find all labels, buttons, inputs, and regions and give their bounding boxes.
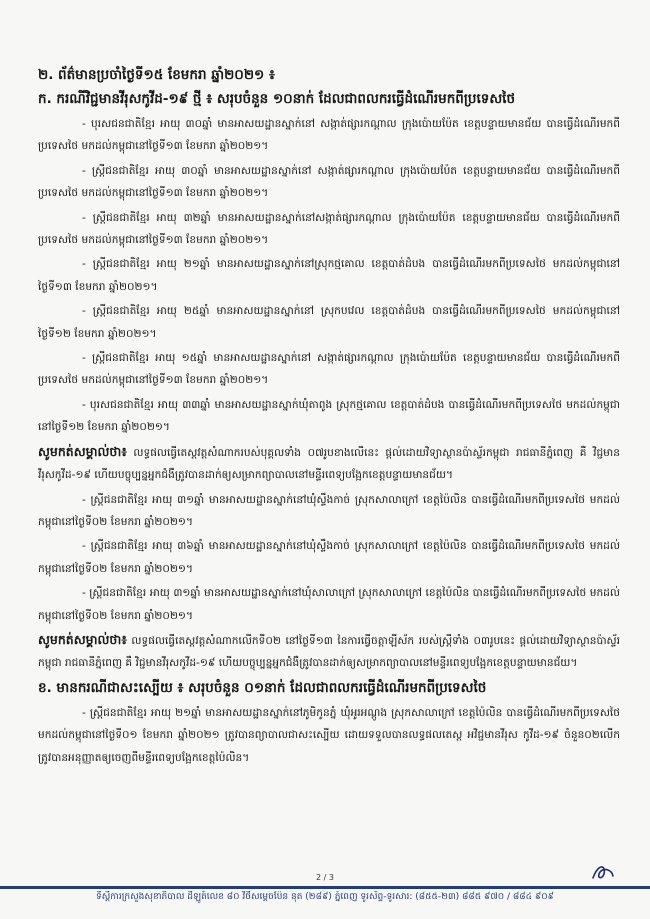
recovery-paragraph: - ស្ត្រីជនជាតិខ្មែរ អាយុ ២១ឆ្នាំ មានអាសយដ្ឋានស្នាក់នៅភូមិកូនភ្នំ ឃុំអូរអណ្ដូង ស្រុកសាលាក្រៅ ខេត្តប៉ៃលិន បានធ្វើដំណើរមកពីប្រទេសថៃ មកដល់កម្ពុជានៅថ្ងៃទី០១ ខែមករា ឆ្នាំ២០២១ ត្រូវបានព្យាបាលជាសះស្បើយ ដោយទទួលបានលទ្ធផលតេស្ត អវិជ្ជមានវីរុស កូវីដ-១៩ ចំនួន០២លើក ត្រូវបានអនុញ្ញាតឲ្យចេញពីមន្ទីរពេទ្យបង្អែកខេត្តប៉ៃលិន។	[38, 706, 620, 764]
note-label: សូមកត់សម្គាល់ថា៖	[38, 631, 127, 647]
case-paragraph: - ស្ត្រីជនជាតិខ្មែរ អាយុ ៣០ឆ្នាំ មានអាសយដ្ឋានស្នាក់នៅ សង្កាត់ផ្សារកណ្ដាល ក្រុងប៉ោយប៉ែត ខេត្តបន្ទាយមានជ័យ បានធ្វើដំណើរមកពីប្រទេសថៃ មកដល់កម្ពុជានៅថ្ងៃទី១៣ ខែមករា ឆ្នាំ២០២១។	[38, 164, 620, 200]
case-paragraph: - ស្ត្រីជនជាតិខ្មែរ អាយុ ៣១ឆ្នាំ មានអាសយដ្ឋានស្នាក់នៅឃុំស្ទឹងកាច់ ស្រុកសាលាក្រៅ ខេត្តប៉ៃលិន បានធ្វើដំណើរមកពីប្រទេសថៃ មកដល់កម្ពុជានៅថ្ងៃទី០២ ខែមករា ឆ្នាំ២០២១។	[38, 493, 620, 528]
note-label: សូមកត់សម្គាល់ថា៖	[38, 443, 127, 459]
page-number: 2 / 3	[316, 873, 334, 882]
subsection-a-heading: ក. ករណីវិជ្ជមានវីរុសកូវីដ-១៩ ថ្មី ៖ សរុបចំនួន ១០នាក់ ដែលជាពលករធ្វើដំណើរមកពីប្រទេសថៃ	[38, 91, 516, 107]
case-paragraph: - ស្ត្រីជនជាតិខ្មែរ អាយុ ២១ឆ្នាំ មានអាសយដ្ឋានស្នាក់នៅស្រុកថ្មគោល ខេត្តបាត់ដំបង បានធ្វើដំណើរមកពីប្រទេសថៃ មកដល់កម្ពុជានៅថ្ងៃទី១៣ ខែមករា ឆ្នាំ២០២១។	[38, 258, 620, 293]
case-paragraph: - ស្ត្រីជនជាតិខ្មែរ អាយុ ៣៦ឆ្នាំ មានអាសយដ្ឋានស្នាក់នៅឃុំស្ទឹងកាច់ ស្រុកសាលាក្រៅ ខេត្តប៉ៃលិន បានធ្វើដំណើរមកពីប្រទេសថៃ មកដល់កម្ពុជានៅថ្ងៃទី០២ ខែមករា ឆ្នាំ២០២១។	[38, 540, 620, 575]
case-paragraph: - បុរសជនជាតិខ្មែរ អាយុ ៣៣ឆ្នាំ មានអាសយដ្ឋានស្នាក់ឃុំតាពូង ស្រុកថ្មគោល ខេត្តបាត់ដំបង បានធ្វើដំណើរមកពីប្រទេសថៃ មកដល់កម្ពុជានៅថ្ងៃទី១២ ខែមករា ឆ្នាំ២០២១។	[38, 398, 620, 434]
subsection-b-heading: ខ. មានករណីជាសះស្បើយ ៖ សរុបចំនួន ០១នាក់ ដែលជាពលករធ្វើដំណើរមកពីប្រទេសថៃ	[38, 679, 487, 696]
document-body	[38, 64, 620, 771]
note-text: លទ្ធផលធ្វើតេស្តវត្តសំណាកលើកទី០២ នៅថ្ងៃទី១៣ នៃការធ្វើចត្តាឡីស័ក របស់ស្ត្រីទាំង ០៣រូបនេះ ផ្តល់ដោយវិទ្យាស្ថានប៉ាស្ទ័រកម្ពុជា រាជធានីភ្នំពេញ គឺ វិជ្ជមានវីរុសកូវីដ-១៩ ហើយបច្ចុប្បន្នអ្នកជំងឺត្រូវបានដាក់ឲ្យសម្រាកព្យាបាលនៅមន្ទីរពេទ្យបង្អែកខេត្តបន្ទាយមានជ័យ។	[38, 634, 620, 670]
case-paragraph: - ស្ត្រីជនជាតិខ្មែរ អាយុ ៣២ឆ្នាំ មានអាសយដ្ឋានស្នាក់នៅសង្កាត់ផ្សារកណ្ដាល ក្រុងប៉ោយប៉ែត ខេត្តបន្ទាយមានជ័យ បានធ្វើដំណើរមកពីប្រទេសថៃ មកដល់កម្ពុជានៅថ្ងៃទី១៣ ខែមករា ឆ្នាំ២០២១។	[38, 211, 620, 247]
footer-address: ទីស្តីការក្រសួងសុខាភិបាល ដីឡូត៍លេខ ៨០ វិថីសម្ដេចប៉ែន នុត (២៨៩) ភ្នំពេញ ទូរស័ព្ទ-ទូរសារ: (៨៥៥-២៣) ៨៨៥ ៩៧០ / ៨៨៤ ៩០៩	[96, 892, 554, 902]
note-paragraph	[38, 441, 620, 487]
note-text: លទ្ធផលធ្វើតេស្តវត្តសំណាករបស់បុគ្គលទាំង ០៧រូបខាងលើនេះ ផ្តល់ដោយវិទ្យាស្ថានប៉ាស្ទ័រកម្ពុជា រាជធានីភ្នំពេញ គឺ វិជ្ជមានវីរុសកូវីដ-១៩ ហើយបច្ចុប្បន្នអ្នកជំងឺត្រូវបានដាក់ឲ្យសម្រាកព្យាបាលនៅមន្ទីរពេទ្យបង្អែកខេត្តបន្ទាយមានជ័យ។	[38, 446, 620, 482]
case-paragraph: - បុរសជនជាតិខ្មែរ អាយុ ៣០ឆ្នាំ មានអាសយដ្ឋានស្នាក់នៅ សង្កាត់ផ្សារកណ្ដាល ក្រុងប៉ោយប៉ែត ខេត្តបន្ទាយមានជ័យ បានធ្វើដំណើរមកពីប្រទេសថៃ មកដល់កម្ពុជានៅថ្ងៃទី១៣ ខែមករា ឆ្នាំ២០២១។	[38, 118, 620, 153]
footer-divider	[0, 886, 650, 889]
case-paragraph: - ស្ត្រីជនជាតិខ្មែរ អាយុ ១៥ឆ្នាំ មានអាសយដ្ឋានស្នាក់នៅ សង្កាត់ផ្សារកណ្ដាល ក្រុងប៉ោយប៉ែត ខេត្តបន្ទាយមានជ័យ បានធ្វើដំណើរមកពីប្រទេសថៃ មកដល់កម្ពុជានៅថ្ងៃទី១៣ ខែមករា ឆ្នាំ២០២១។	[38, 352, 620, 387]
section-2-heading: ២. ព័ត៌មានប្រចាំថ្ងៃទី១៥ ខែមករា ឆ្នាំ២០២១ ៖	[38, 67, 275, 83]
case-paragraph: - ស្ត្រីជនជាតិខ្មែរ អាយុ ២៥ឆ្នាំ មានអាសយដ្ឋានស្នាក់នៅ ស្រុកបវេល ខេត្តបាត់ដំបង បានធ្វើដំណើរមកពីប្រទេសថៃ មកដល់កម្ពុជានៅថ្ងៃទី១២ ខែមករា ឆ្នាំ២០២១។	[38, 305, 620, 340]
case-paragraph: - ស្ត្រីជនជាតិខ្មែរ អាយុ ៣១ឆ្នាំ មានអាសយដ្ឋានស្នាក់នៅឃុំសាលាក្រៅ ស្រុកសាលាក្រៅ ខេត្តប៉ៃលិន បានធ្វើដំណើរមកពីប្រទេសថៃ មកដល់កម្ពុជានៅថ្ងៃទី០២ ខែមករា ឆ្នាំ២០២១។	[38, 587, 620, 622]
handwritten-initial-icon	[590, 862, 616, 882]
note-paragraph	[38, 629, 620, 675]
